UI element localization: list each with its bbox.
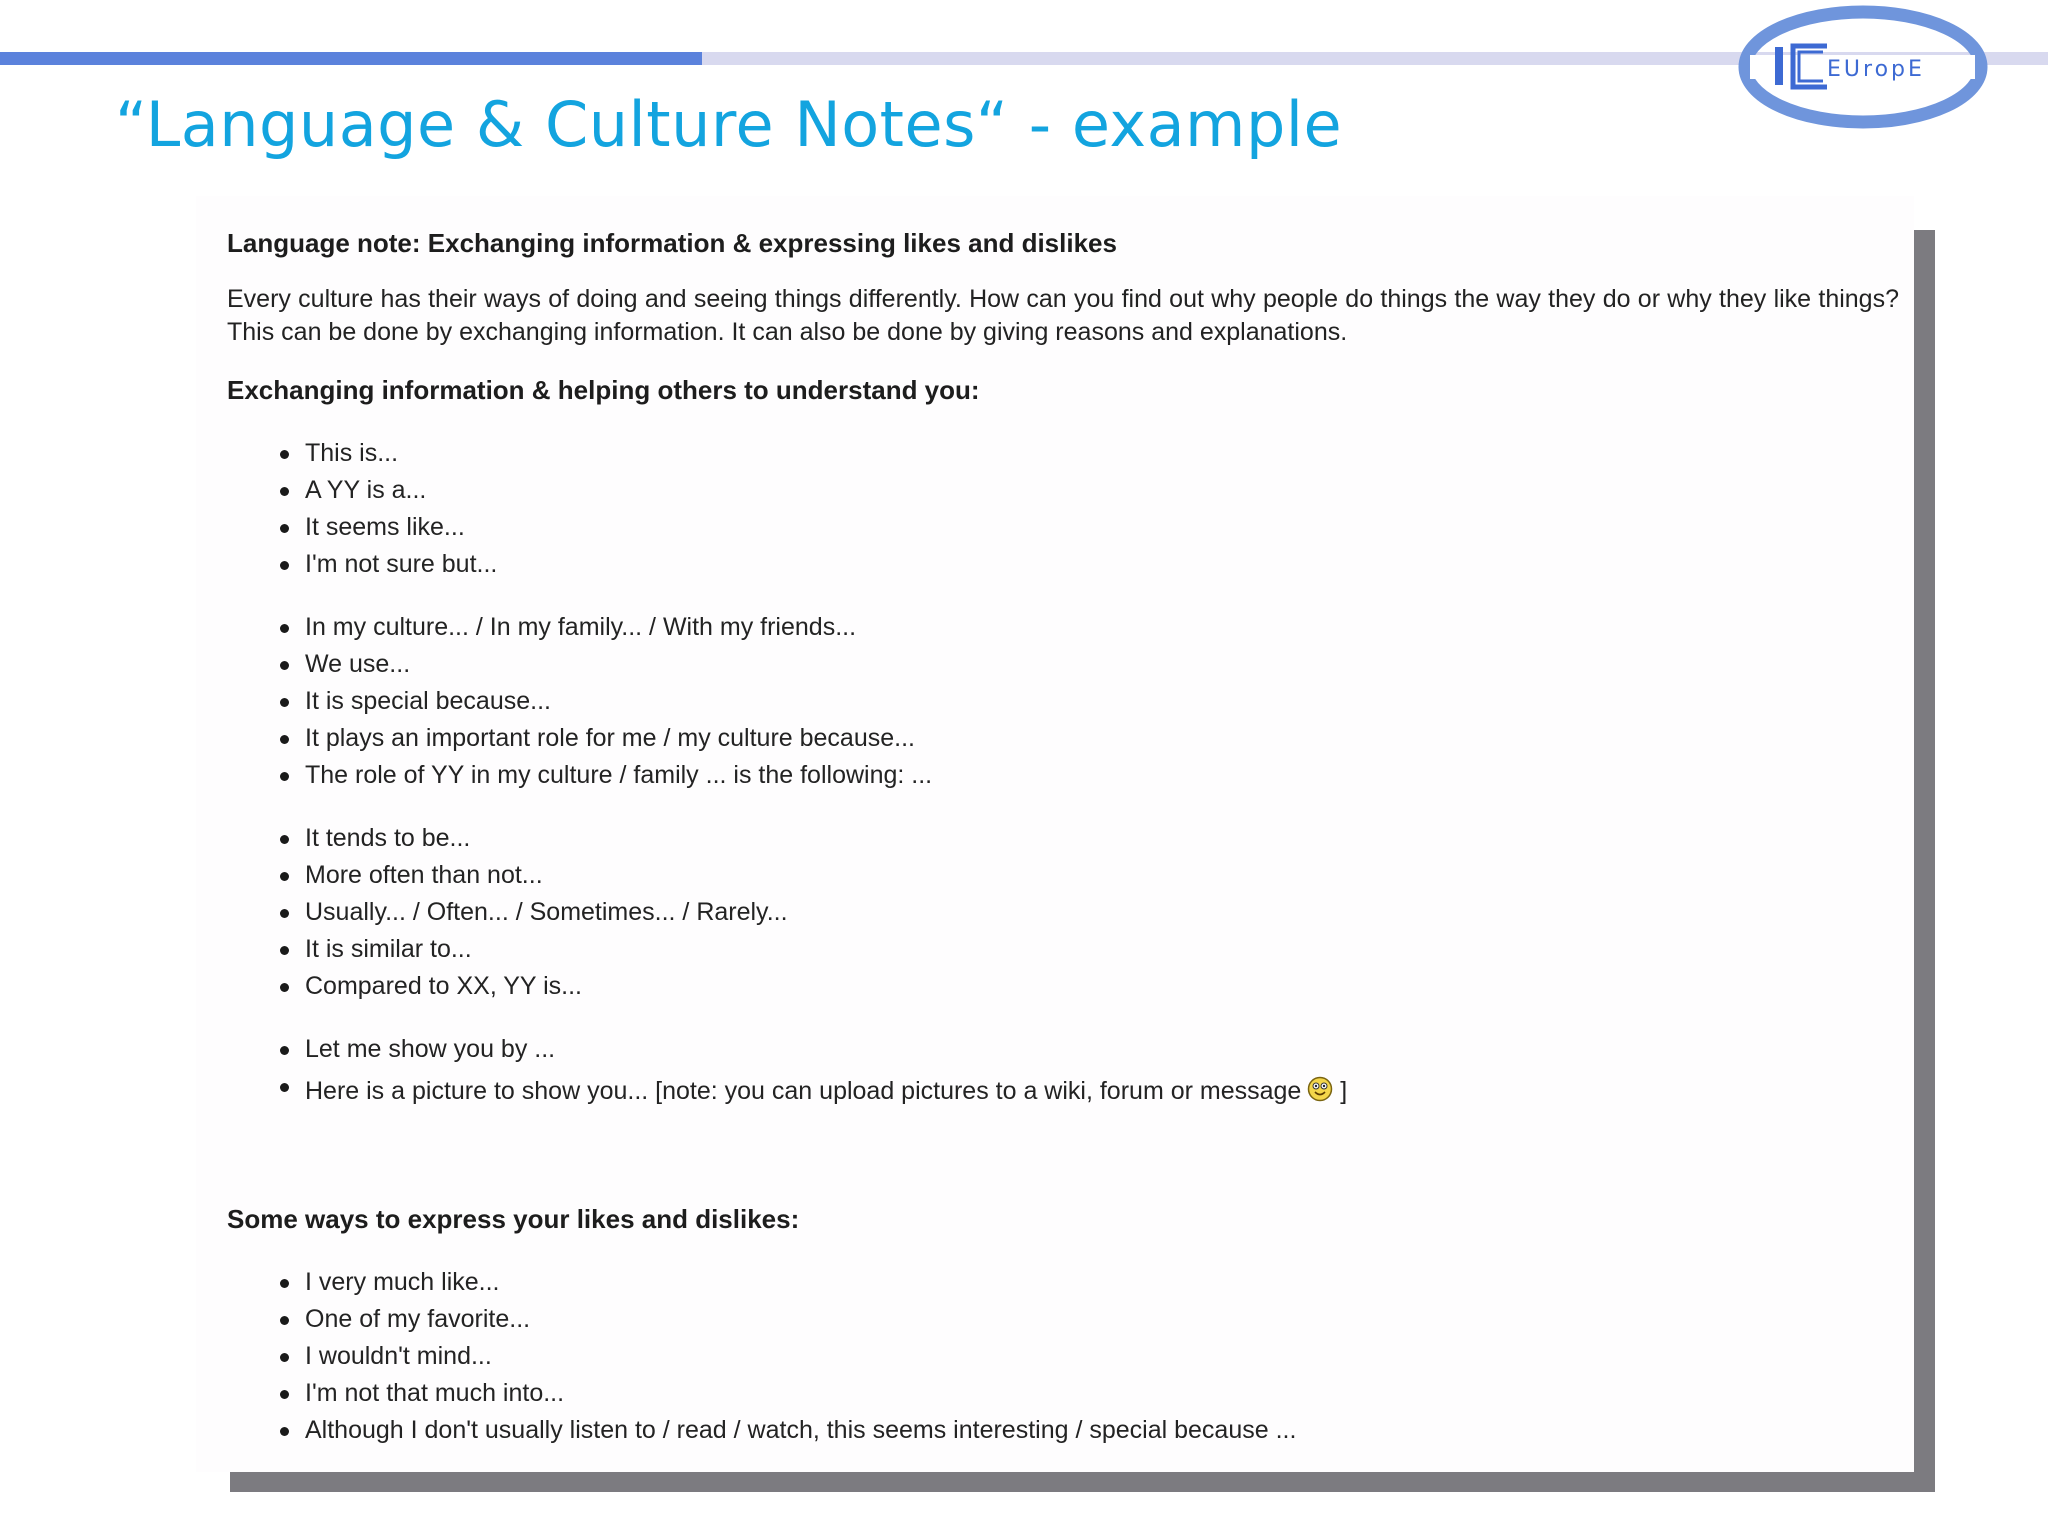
section-likes-title: Some ways to express your likes and dislikes:	[227, 1204, 800, 1234]
list-item: We use...	[227, 646, 1907, 683]
list-item: It seems like...	[227, 509, 1907, 546]
list-item: I wouldn't mind...	[227, 1338, 1907, 1375]
smiley-face-icon	[1307, 1076, 1333, 1102]
header-bar-accent	[0, 52, 702, 65]
svg-text:EUropE: EUropE	[1827, 57, 1925, 82]
phrase-list-showing	[227, 1031, 1907, 1114]
language-note-heading: Language note: Exchanging information & expressing likes and dislikes	[227, 228, 1117, 258]
list-item-picture	[227, 1068, 1907, 1114]
list-item: I'm not sure but...	[227, 546, 1907, 583]
list-item: It tends to be...	[227, 820, 1907, 857]
document-screenshot	[196, 196, 1914, 1472]
icEurope-logo	[1735, 0, 1995, 140]
phrase-list-tendency	[227, 820, 1907, 1005]
list-item: It is special because...	[227, 683, 1907, 720]
picture-note-suffix: ]	[1340, 1077, 1348, 1105]
list-item: A YY is a...	[227, 472, 1907, 509]
phrase-list-culture	[227, 609, 1907, 794]
phrase-list-likes	[227, 1264, 1907, 1449]
list-item: It is similar to...	[227, 931, 1907, 968]
picture-note-text: Here is a picture to show you... [note: you can upload pictures to a wiki, forum or message	[305, 1077, 1302, 1105]
section-exchanging-title: Exchanging information & helping others to understand you:	[227, 375, 980, 405]
list-item: This is...	[227, 435, 1907, 472]
list-item: More often than not...	[227, 857, 1907, 894]
list-item: Let me show you by ...	[227, 1031, 1907, 1068]
list-item: In my culture... / In my family... / With my friends...	[227, 609, 1907, 646]
list-item: I'm not that much into...	[227, 1375, 1907, 1412]
list-item: The role of YY in my culture / family ... is the following: ...	[227, 757, 1907, 794]
slide-title: “Language & Culture Notes“ - example	[115, 88, 1343, 161]
intro-paragraph: Every culture has their ways of doing and seeing things differently. How can you find out why people do things the way they do or why they like things? This can be done by exchanging information. It can also be done by giving reasons and explanations.	[227, 285, 1899, 346]
list-item: It plays an important role for me / my culture because...	[227, 720, 1907, 757]
list-item: Although I don't usually listen to / read / watch, this seems interesting / special because ...	[227, 1412, 1907, 1449]
phrase-list-basic	[227, 435, 1907, 583]
list-item: One of my favorite...	[227, 1301, 1907, 1338]
list-item: Compared to XX, YY is...	[227, 968, 1907, 1005]
list-item: Usually... / Often... / Sometimes... / Rarely...	[227, 894, 1907, 931]
list-item: I very much like...	[227, 1264, 1907, 1301]
